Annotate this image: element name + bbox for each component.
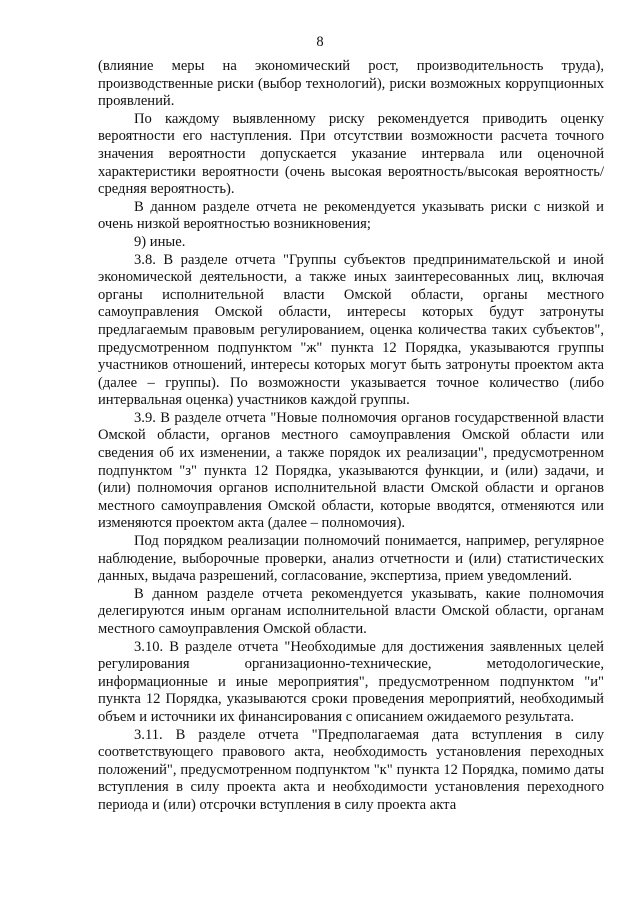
paragraph-section-3-11: 3.11. В разделе отчета "Предполагаемая дата вступления в силу соответствующего правового акта, необходимость установления переходных положений", предусмотренном подпунктом "к" пункта 12 Порядка, помимо даты вступления в силу проекта акта и необходимости установления переходного периода и (или) отсрочки вступления в силу проекта акта (98, 726, 604, 813)
paragraph-risks-continuation: (влияние меры на экономический рост, производительность труда), производственные риски (выбор технологий), риски возможных коррупционных проявлений. (98, 58, 604, 110)
paragraph-section-3-9: 3.9. В разделе отчета "Новые полномочия органов государственной власти Омской области, органов местного самоуправления Омской области или сведения об их изменении, а также порядок их реализации", предусмотренном подпунктом "з" пункта 12 Порядка, указываются функции, и (или) задачи, и (или) полномочия органов исполнительной власти Омской области и органов местного самоуправления Омской области, которые вводятся, отменяются или изменяются проектом акта (далее – полномочия). (98, 409, 604, 532)
document-body (98, 58, 604, 815)
paragraph-delegated-powers: В данном разделе отчета рекомендуется указывать, какие полномочия делегируются иным органам исполнительной власти Омской области, органам местного самоуправления Омской области. (98, 585, 604, 637)
paragraph-item-9: 9) иные. (134, 233, 186, 250)
page-number: 8 (316, 34, 324, 50)
paragraph-section-3-8: 3.8. В разделе отчета "Группы субъектов предпринимательской и иной экономической деятельности, а также иных заинтересованных лиц, включая органы исполнительной власти Омской области, органы местного самоуправления Омской области, интересы которых будут затронуты предлагаемым правовым регулированием, оценка количества таких субъектов", предусмотренном подпунктом "ж" пункта 12 Порядка, указываются группы участников отношений, интересы которых могут быть затронуты проектом акта (далее – группы). По возможности указывается точное количество (либо интервальная оценка) участников каждой группы. (98, 251, 604, 409)
paragraph-section-3-10: 3.10. В разделе отчета "Необходимые для достижения заявленных целей регулирования организационно-технические, методологические, информационные и иные мероприятия", предусмотренном подпунктом "и" пункта 12 Порядка, указываются сроки проведения мероприятий, необходимый объем и источники их финансирования с описанием ожидаемого результата. (98, 638, 604, 725)
paragraph-low-probability: В данном разделе отчета не рекомендуется указывать риски с низкой и очень низкой вероятностью возникновения; (98, 198, 604, 233)
paragraph-implementation-order: Под порядком реализации полномочий понимается, например, регулярное наблюдение, выборочные проверки, анализ отчетности и (или) статистических данных, выдача разрешений, согласование, экспертиза, прием уведомлений. (98, 533, 604, 585)
paragraph-risk-probability: По каждому выявленному риску рекомендуется приводить оценку вероятности его наступления. При отсутствии возможности расчета точного значения вероятности допускается указание интервала или оценочной характеристики вероятности (очень высокая вероятность/высокая вероятность/средняя вероятность). (98, 110, 604, 198)
